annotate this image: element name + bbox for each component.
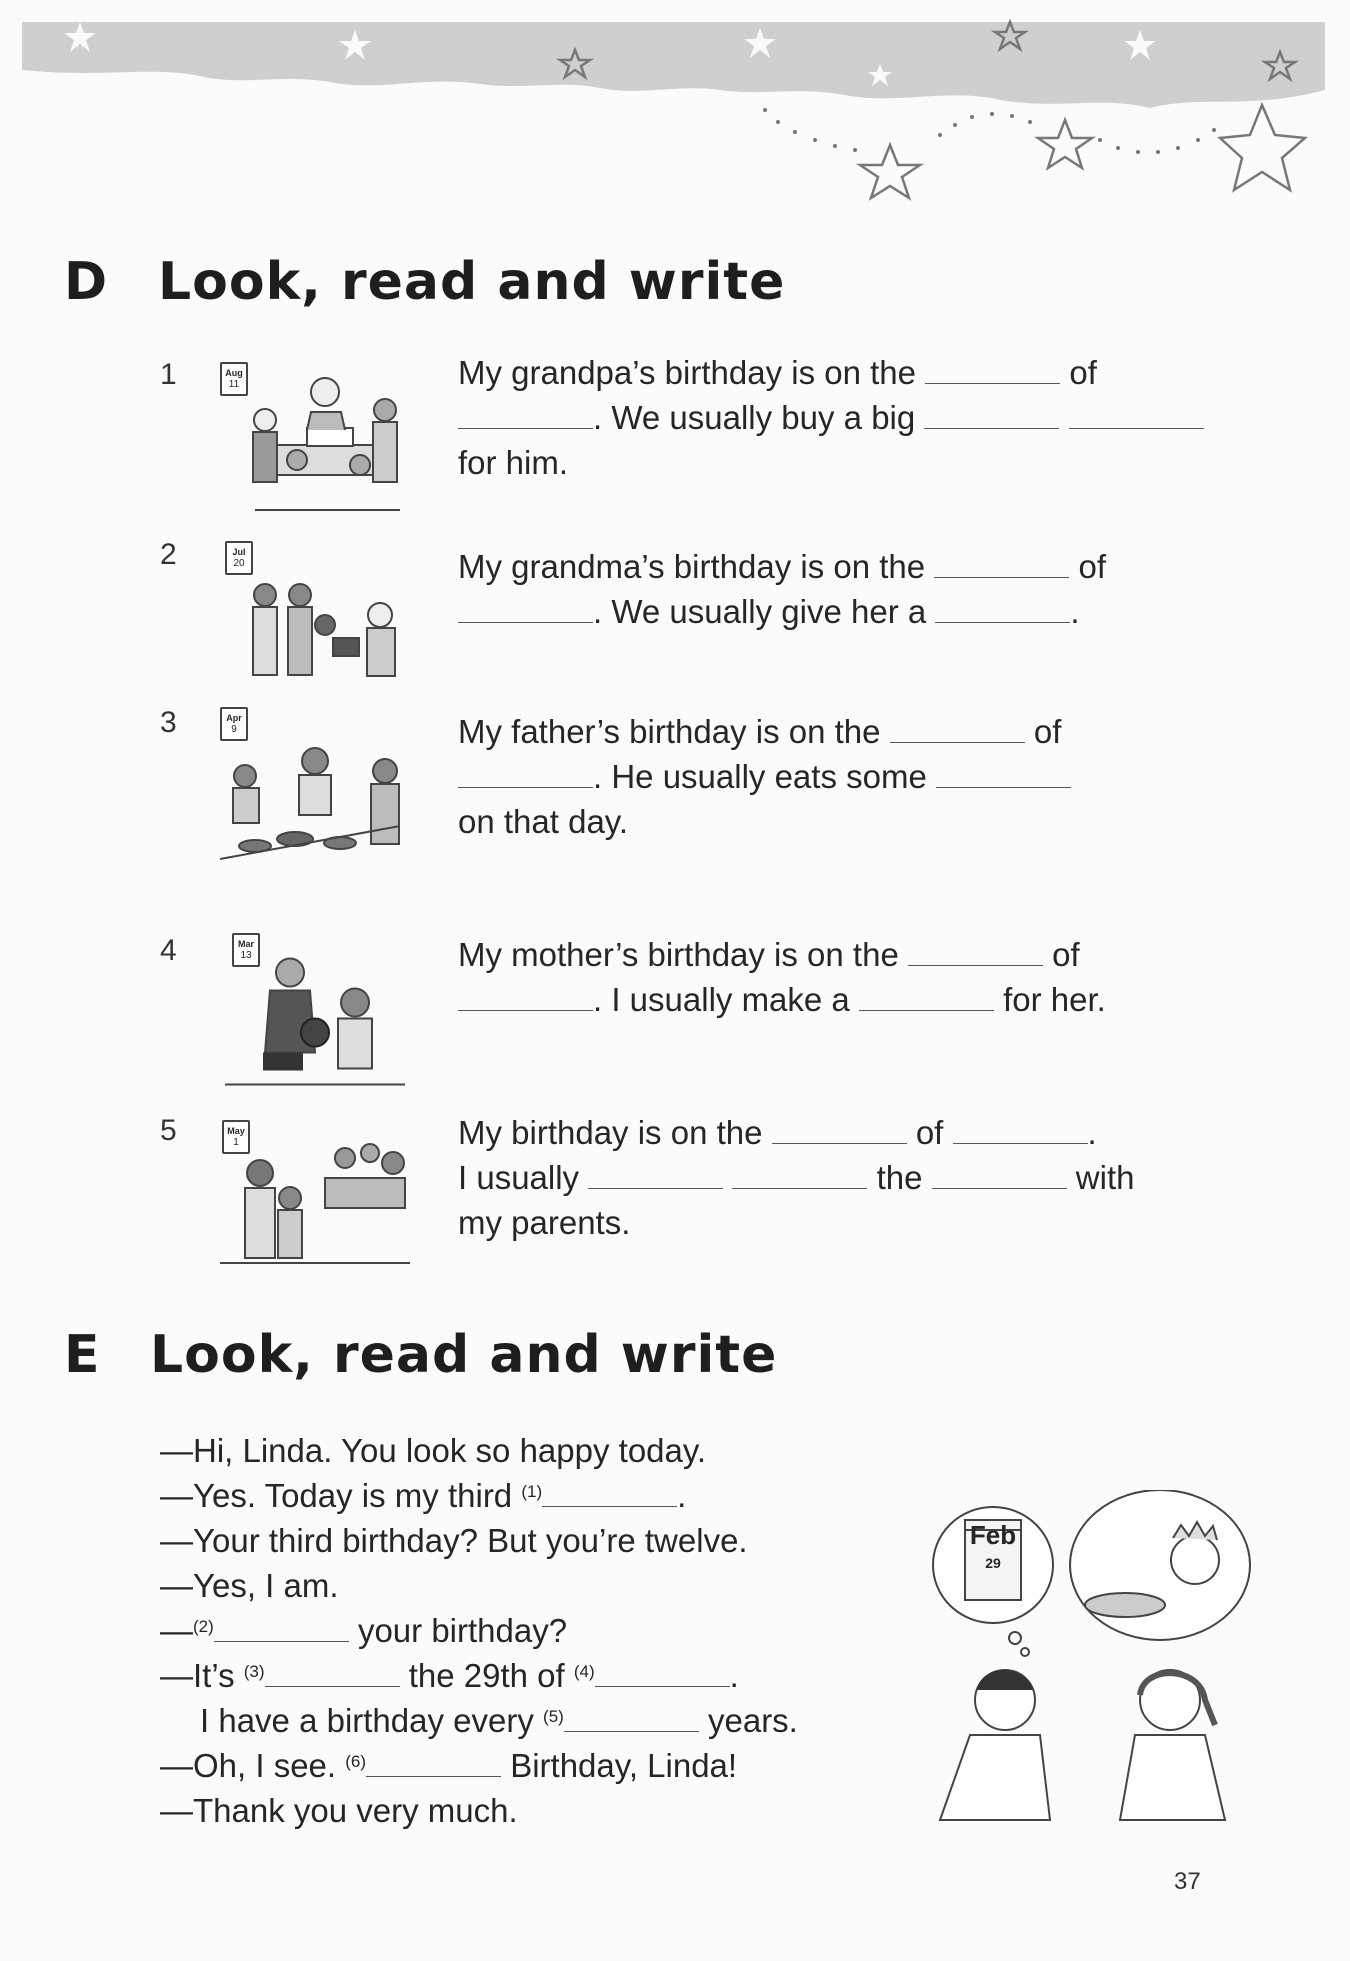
blank-1[interactable] [542, 1476, 677, 1507]
section-d-letter: D [64, 252, 108, 312]
blank[interactable] [924, 398, 1059, 429]
section-e-title: Look, read and write [150, 1325, 778, 1385]
item-5-text: My birthday is on the of . I usually the with my parents. [458, 1114, 1135, 1241]
blank-3[interactable] [265, 1656, 400, 1687]
bubble-calendar: Feb 29 [969, 1520, 1017, 1571]
item-3-text: My father’s birthday is on the of . He usually eats some on that day. [458, 709, 1071, 844]
blank[interactable] [859, 980, 994, 1011]
dialog-line: —Thank you very much. [160, 1792, 518, 1829]
blank[interactable] [935, 592, 1070, 623]
item-number: 2 [160, 538, 177, 571]
blank[interactable] [458, 757, 593, 788]
calendar-icon: Mar 13 [232, 933, 260, 967]
item-number: 4 [160, 934, 177, 967]
page-number: 37 [1174, 1868, 1201, 1895]
calendar-icon: Apr 9 [220, 707, 248, 741]
calendar-icon: Jul 20 [225, 541, 253, 575]
blank[interactable] [925, 353, 1060, 384]
blank[interactable] [458, 592, 593, 623]
blank-6[interactable] [366, 1746, 501, 1777]
blank[interactable] [932, 1158, 1067, 1189]
blank[interactable] [908, 935, 1043, 966]
dialog-line: —Yes. Today is my third $^{(1)}$ . [160, 1477, 687, 1514]
blank[interactable] [772, 1113, 907, 1144]
blank[interactable] [588, 1158, 723, 1189]
dialog-line: —Your third birthday? But you’re twelve. [160, 1522, 748, 1559]
dialog-line: —It’s $^{(3)}$ the 29th of $^{(4)}$ . [160, 1657, 739, 1694]
blank-2[interactable] [214, 1611, 349, 1642]
blank[interactable] [732, 1158, 867, 1189]
blank[interactable] [936, 757, 1071, 788]
item-number: 1 [160, 358, 177, 391]
blank[interactable] [1069, 398, 1204, 429]
blank[interactable] [458, 980, 593, 1011]
calendar-icon: Aug 11 [220, 362, 248, 396]
dialog-line: —$^{(2)}$ your birthday? [160, 1612, 568, 1649]
blank[interactable] [458, 398, 593, 429]
item-1-text: My grandpa’s birthday is on the of . We usually buy a big for him. [458, 350, 1204, 485]
dotted-trail [763, 108, 1216, 154]
dialogue [160, 1428, 798, 1833]
dialog-line: I have a birthday every $^{(5)}$ years. [200, 1702, 798, 1739]
section-e-letter: E [64, 1325, 100, 1385]
calendar-icon: May 1 [222, 1120, 250, 1154]
section-d-title: Look, read and write [158, 252, 786, 312]
blank[interactable] [934, 547, 1069, 578]
blank[interactable] [953, 1113, 1088, 1144]
dialog-line: —Oh, I see. $^{(6)}$ Birthday, Linda! [160, 1747, 738, 1784]
blank-5[interactable] [564, 1701, 699, 1732]
item-2-text: My grandma’s birthday is on the of . We usually give her a . [458, 548, 1106, 630]
blank[interactable] [890, 712, 1025, 743]
dialog-line: —Hi, Linda. You look so happy today. [160, 1432, 707, 1469]
blank-4[interactable] [595, 1656, 730, 1687]
item-number: 5 [160, 1114, 177, 1147]
item-4-text: My mother’s birthday is on the of . I usually make a for her. [458, 936, 1106, 1018]
dialog-line: —Yes, I am. [160, 1567, 339, 1604]
star-banner [0, 0, 1350, 230]
item-number: 3 [160, 706, 177, 739]
